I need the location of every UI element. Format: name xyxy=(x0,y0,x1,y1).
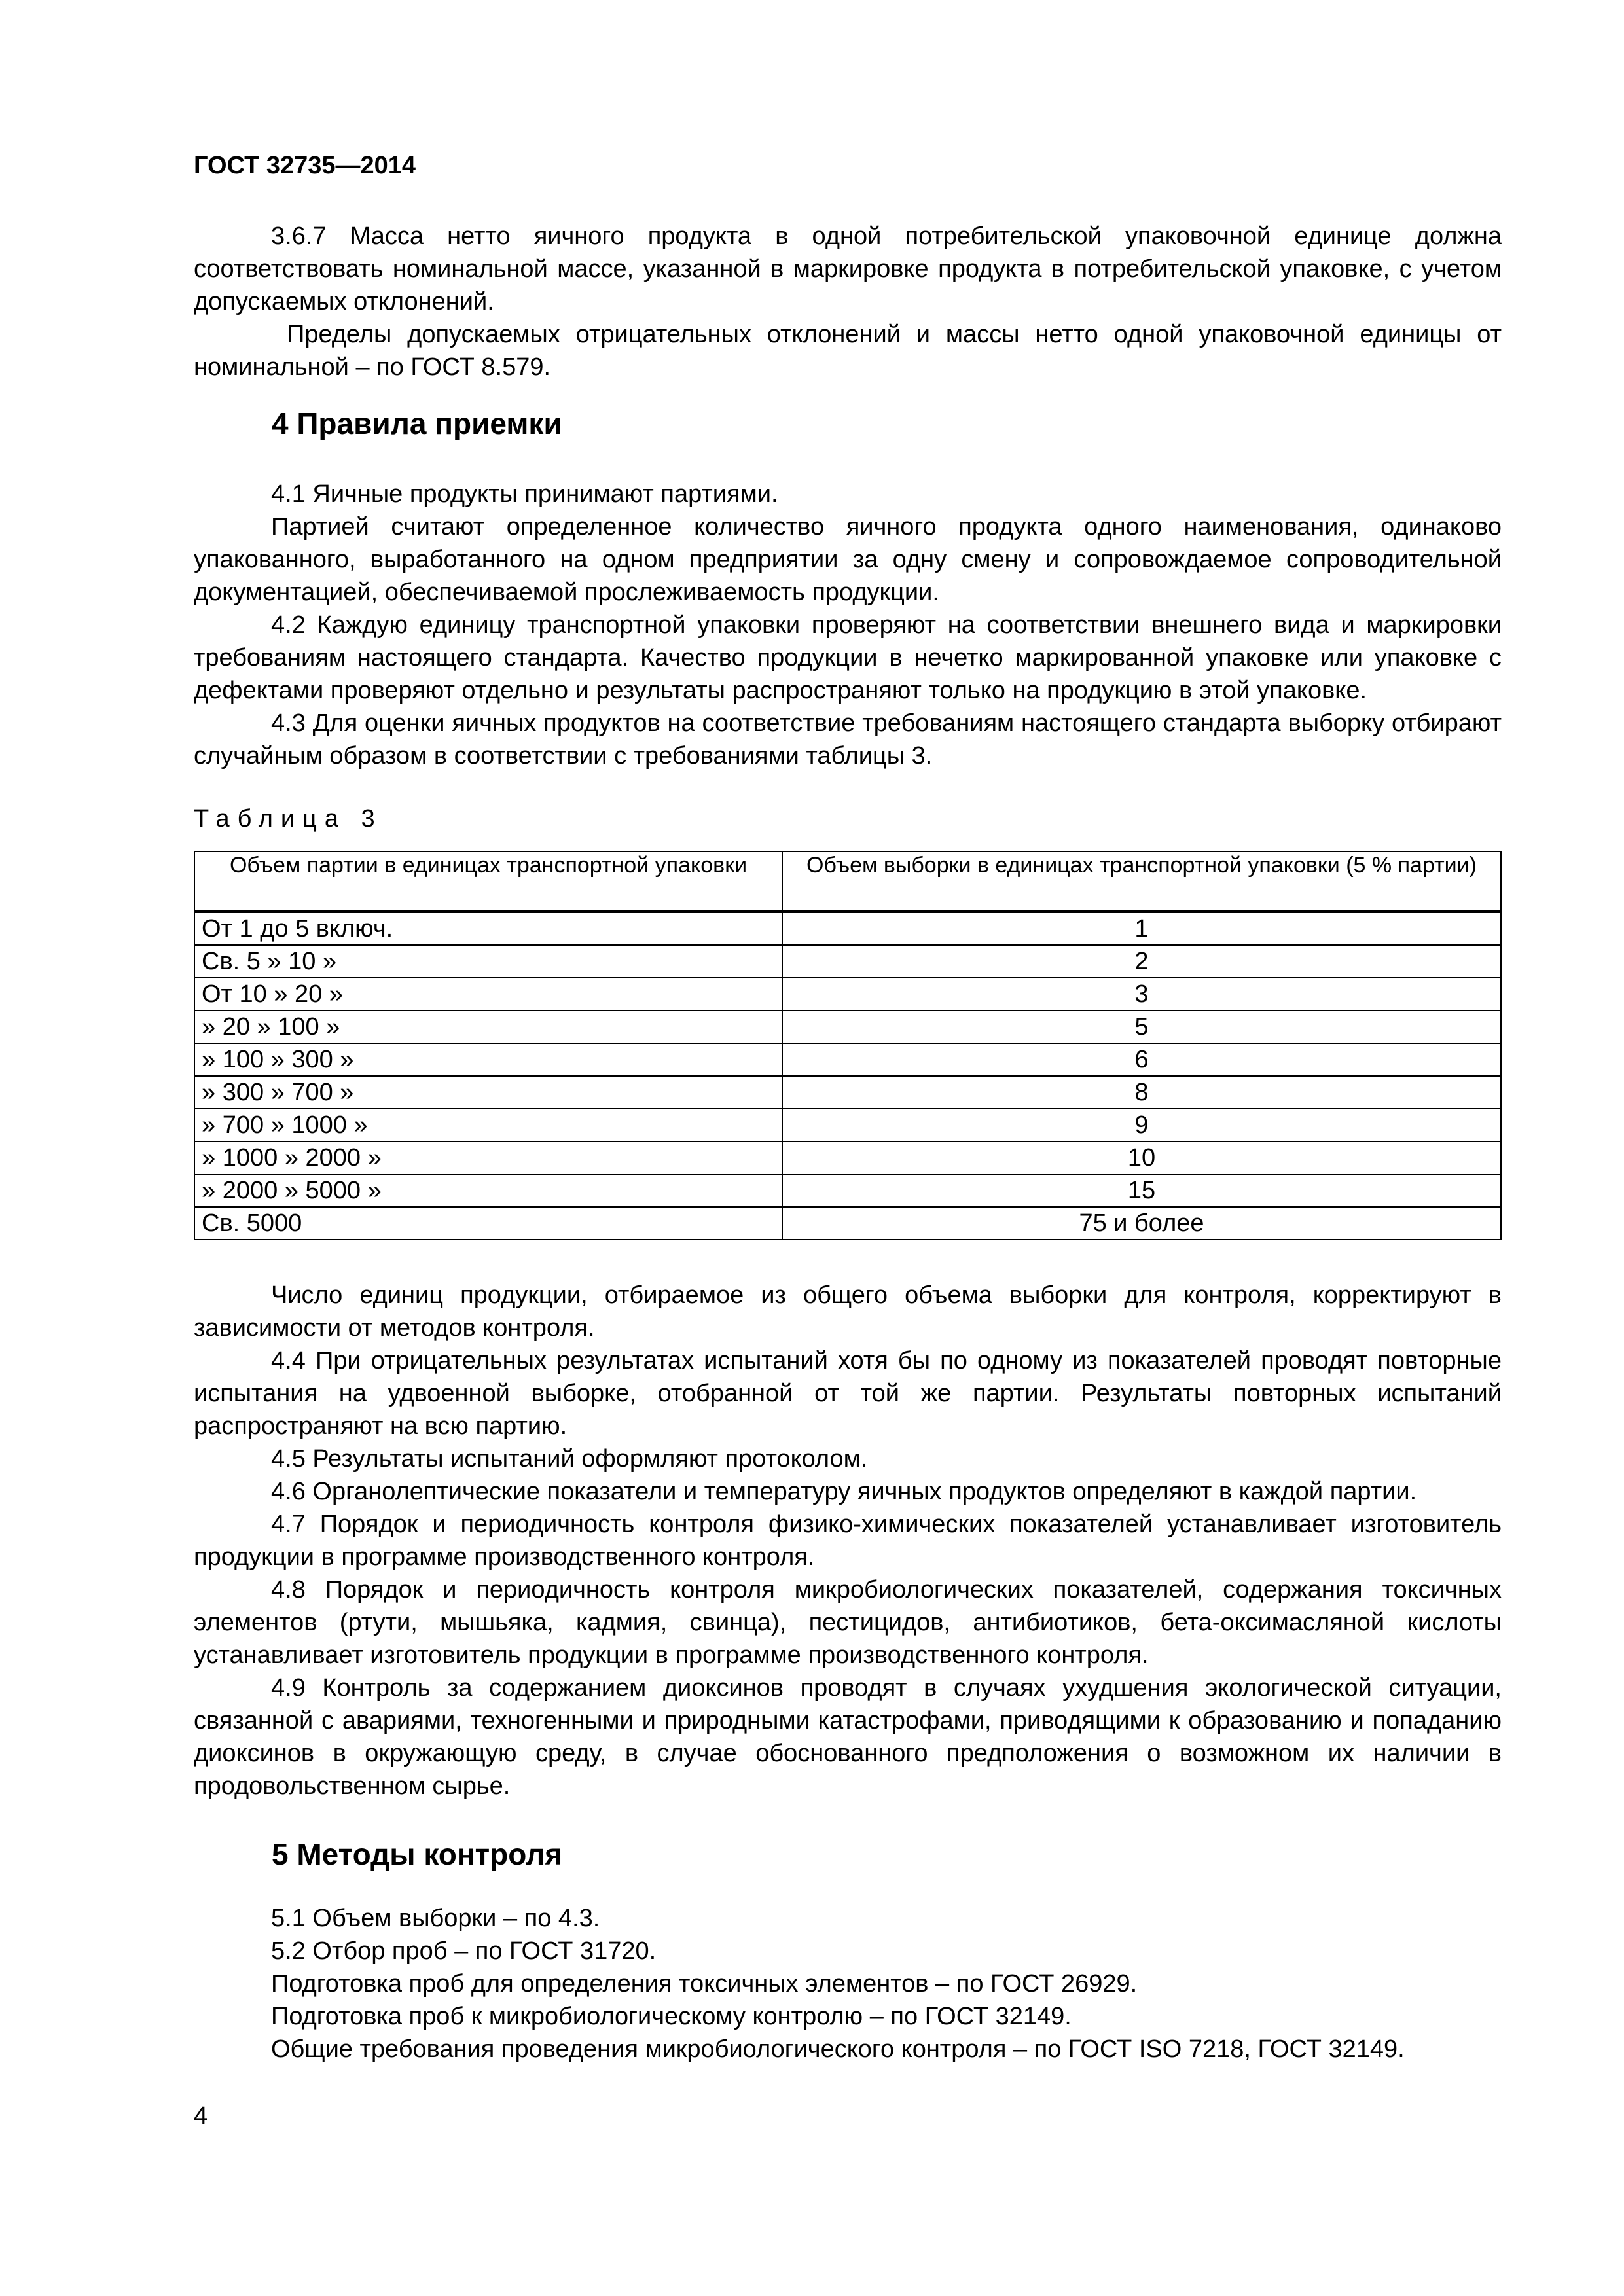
table-cell-lot-size: От 1 до 5 включ. xyxy=(194,912,782,946)
paragraph: 5.1 Объем выборки – по 4.3. xyxy=(271,1905,600,1932)
table-row xyxy=(194,1141,1501,1174)
paragraph: Подготовка проб для определения токсичных элементов – по ГОСТ 26929. xyxy=(271,1970,1138,1998)
paragraph: 4.3 Для оценки яичных продуктов на соответствие требованиям настоящего стандарта выборку отбирают случайным образом в соответствии с требованиями таблицы 3. xyxy=(194,709,1502,770)
paragraph: 4.7 Порядок и периодичность контроля физико-химических показателей устанавливает изготовитель продукции в программе производственного контроля. xyxy=(194,1511,1502,1571)
table-cell-sample-size: 15 xyxy=(782,1174,1501,1207)
paragraph: 5.2 Отбор проб – по ГОСТ 31720. xyxy=(271,1937,657,1965)
table-row xyxy=(194,945,1501,978)
table-cell-lot-size: » 2000 » 5000 » xyxy=(194,1174,782,1207)
paragraph: 4.6 Органолептические показатели и температуру яичных продуктов определяют в каждой партии. xyxy=(271,1478,1417,1505)
table-cell-sample-size: 6 xyxy=(782,1043,1501,1076)
table-row xyxy=(194,1011,1501,1043)
paragraph-block-4-3-to-4-9 xyxy=(194,1279,1502,1803)
table-row xyxy=(194,978,1501,1011)
table-cell-lot-size: » 20 » 100 » xyxy=(194,1011,782,1043)
table-cell-sample-size: 5 xyxy=(782,1011,1501,1043)
table-row xyxy=(194,1207,1501,1240)
table-cell-sample-size: 8 xyxy=(782,1076,1501,1109)
paragraph-block-section-5 xyxy=(194,1902,1502,2066)
table-row xyxy=(194,1109,1501,1141)
table-cell-lot-size: » 1000 » 2000 » xyxy=(194,1141,782,1174)
table-cell-sample-size: 10 xyxy=(782,1141,1501,1174)
table-row xyxy=(194,1043,1501,1076)
paragraph: Партией считают определенное количество яичного продукта одного наименования, одинаково упакованного, выработанного на одном предприятии за одну смену и сопровождаемое сопроводительной документацией, обеспечиваемой прослеживаемость продукции. xyxy=(194,513,1502,606)
paragraph: 4.9 Контроль за содержанием диоксинов проводят в случаях ухудшения экологической ситуации, связанной с авариями, техногенными и природными катастрофами, приводящими к образованию и попаданию диоксинов в окружающую среду, в случае обоснованного предположения о возможном их наличии в продовольственном сырье. xyxy=(194,1674,1502,1800)
table-header-cell: Объем партии в единицах транспортной упаковки xyxy=(194,852,782,912)
paragraph: 4.1 Яичные продукты принимают партиями. xyxy=(271,480,778,508)
table-cell-lot-size: Св. 5000 xyxy=(194,1207,782,1240)
paragraph: Число единиц продукции, отбираемое из общего объема выборки для контроля, корректируют в зависимости от методов контроля. xyxy=(194,1282,1502,1342)
table-caption: Таблица 3 xyxy=(194,805,383,833)
paragraph: 4.4 При отрицательных результатах испытаний хотя бы по одному из показателей проводят повторные испытания на удвоенной выборке, отобранной от той же партии. Результаты повторных испытаний распространяют на всю партию. xyxy=(194,1347,1502,1440)
paragraph-block-3-6-7 xyxy=(194,220,1502,384)
paragraph: Пределы допускаемых отрицательных отклонений и массы нетто одной упаковочной единицы от номинальной – по ГОСТ 8.579. xyxy=(194,321,1502,381)
table-cell-lot-size: » 100 » 300 » xyxy=(194,1043,782,1076)
paragraph-block-section-4 xyxy=(194,478,1502,772)
section-4-title: 4 Правила приемки xyxy=(272,406,562,440)
table-cell-lot-size: » 300 » 700 » xyxy=(194,1076,782,1109)
paragraph: 4.2 Каждую единицу транспортной упаковки проверяют на соответствии внешнего вида и маркировки требованиям настоящего стандарта. Качество продукции в нечетко маркированной упаковке или упаковке с дефектами проверяют отдельно и результаты распространяют только на продукцию в этой упаковке. xyxy=(194,611,1502,704)
paragraph: Подготовка проб к микробиологическому контролю – по ГОСТ 32149. xyxy=(271,2003,1072,2030)
paragraph: 3.6.7 Масса нетто яичного продукта в одной потребительской упаковочной единице должна соответствовать номинальной массе, указанной в маркировке продукта в потребительской упаковке, с учетом допускаемых отклонений. xyxy=(194,223,1502,315)
table-cell-lot-size: Св. 5 » 10 » xyxy=(194,945,782,978)
table-row xyxy=(194,1076,1501,1109)
table-cell-sample-size: 9 xyxy=(782,1109,1501,1141)
document-header: ГОСТ 32735—2014 xyxy=(194,152,416,179)
table-row xyxy=(194,912,1501,946)
paragraph: 4.5 Результаты испытаний оформляют протоколом. xyxy=(271,1445,868,1473)
paragraph: Общие требования проведения микробиологического контроля – по ГОСТ ISO 7218, ГОСТ 32149. xyxy=(271,2036,1405,2063)
table-cell-sample-size: 75 и более xyxy=(782,1207,1501,1240)
table-cell-sample-size: 3 xyxy=(782,978,1501,1011)
page-number: 4 xyxy=(194,2102,208,2130)
table-cell-lot-size: » 700 » 1000 » xyxy=(194,1109,782,1141)
table-cell-sample-size: 2 xyxy=(782,945,1501,978)
table-row xyxy=(194,1174,1501,1207)
sample-size-table xyxy=(194,851,1502,1240)
table-header-cell: Объем выборки в единицах транспортной упаковки (5 % партии) xyxy=(782,852,1501,912)
paragraph: 4.8 Порядок и периодичность контроля микробиологических показателей, содержания токсичных элементов (ртути, мышьяка, кадмия, свинца), пестицидов, антибиотиков, бета-оксимасляной кислоты устанавливает изготовитель продукции в программе производственного контроля. xyxy=(194,1576,1502,1669)
table-cell-lot-size: От 10 » 20 » xyxy=(194,978,782,1011)
section-5-title: 5 Методы контроля xyxy=(272,1837,563,1871)
table-cell-sample-size: 1 xyxy=(782,912,1501,946)
table-header-row xyxy=(194,852,1501,912)
